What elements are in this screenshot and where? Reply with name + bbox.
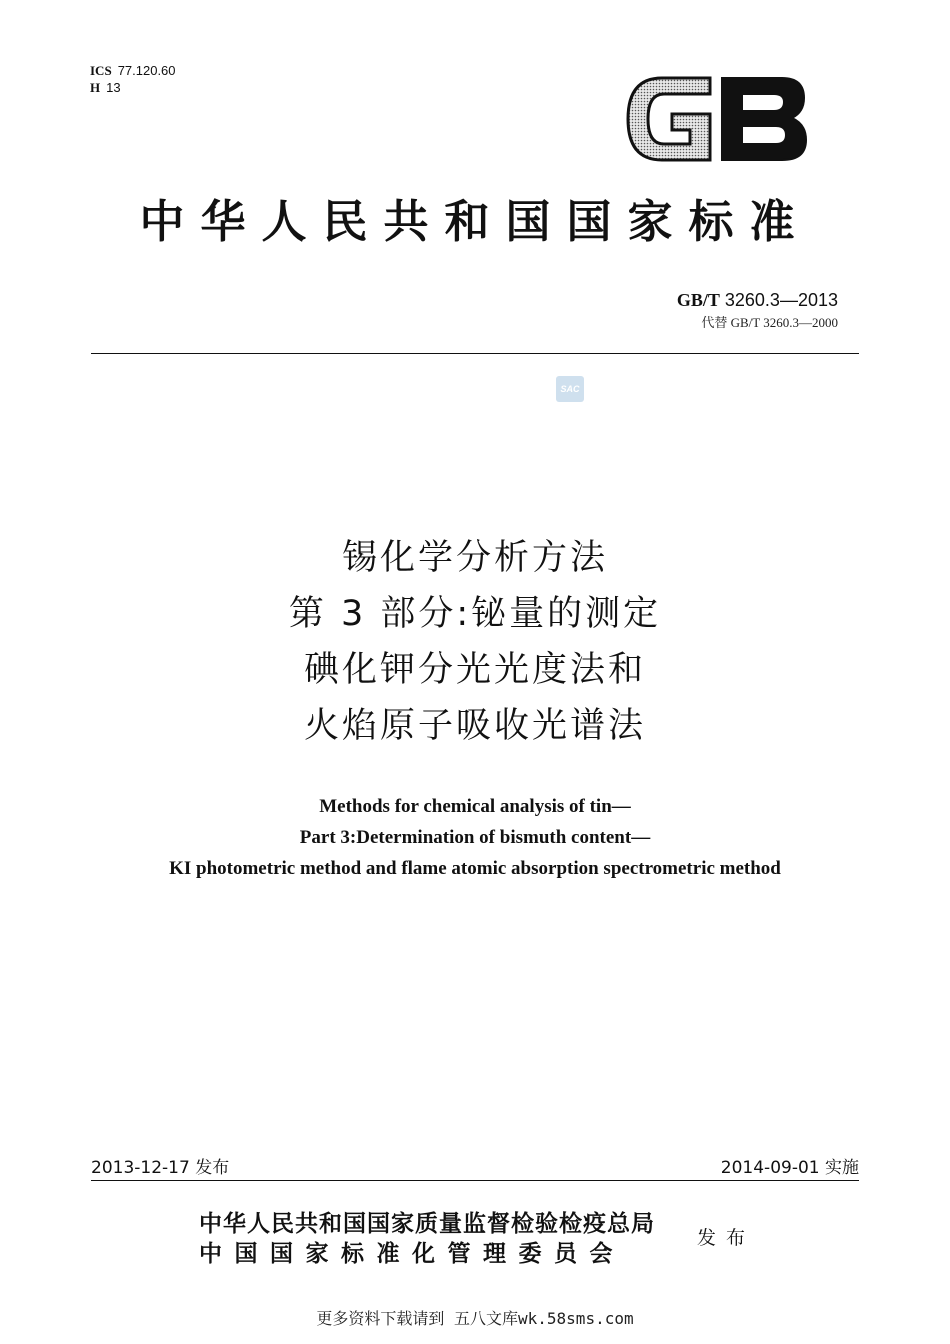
classification-codes (90, 62, 176, 96)
english-title-line-3: KI photometric method and flame atomic absorption spectrometric method (169, 858, 781, 879)
issuer-aqsiq: 中华人民共和国国家质量监督检验检疫总局 (199, 1210, 655, 1237)
h-value: 13 (106, 80, 121, 95)
standard-code: 3260.3—2013 (724, 290, 838, 310)
english-title-line-2: Part 3:Determination of bismuth content— (299, 827, 651, 848)
publish-label: 发布 (697, 1227, 756, 1249)
implementation-date: 2014-09-01 实施 (720, 1158, 859, 1178)
issue-date: 2013-12-17 发布 (91, 1158, 230, 1178)
issuing-nation-title: 中华人民共和国国家标准 (139, 195, 811, 248)
footer-divider (91, 1180, 859, 1181)
issuer-sac: 中国国家标准化管理委员会 (199, 1240, 625, 1267)
chinese-title-line-2: 第 3 部分:铋量的测定 (288, 594, 662, 634)
chinese-title-line-3: 碘化钾分光光度法和 (303, 650, 646, 690)
download-footer: 更多资料下载请到 五八文库wk.58sms.com (316, 1309, 634, 1328)
h-label: H (90, 80, 101, 95)
ics-label: ICS (90, 63, 112, 78)
chinese-title-line-4: 火焰原子吸收光谱法 (303, 706, 646, 746)
standard-number (677, 290, 838, 310)
standard-prefix: GB/T (676, 290, 720, 310)
sac-watermark: SAC (556, 376, 584, 402)
chinese-title-line-1: 锡化学分析方法 (341, 538, 608, 578)
ics-value: 77.120.60 (117, 63, 176, 78)
header-divider (91, 353, 859, 354)
english-title-line-1: Methods for chemical analysis of tin— (319, 796, 631, 817)
replaces-standard: 代替 GB/T 3260.3—2000 (701, 315, 838, 330)
gb-logo (622, 70, 810, 168)
